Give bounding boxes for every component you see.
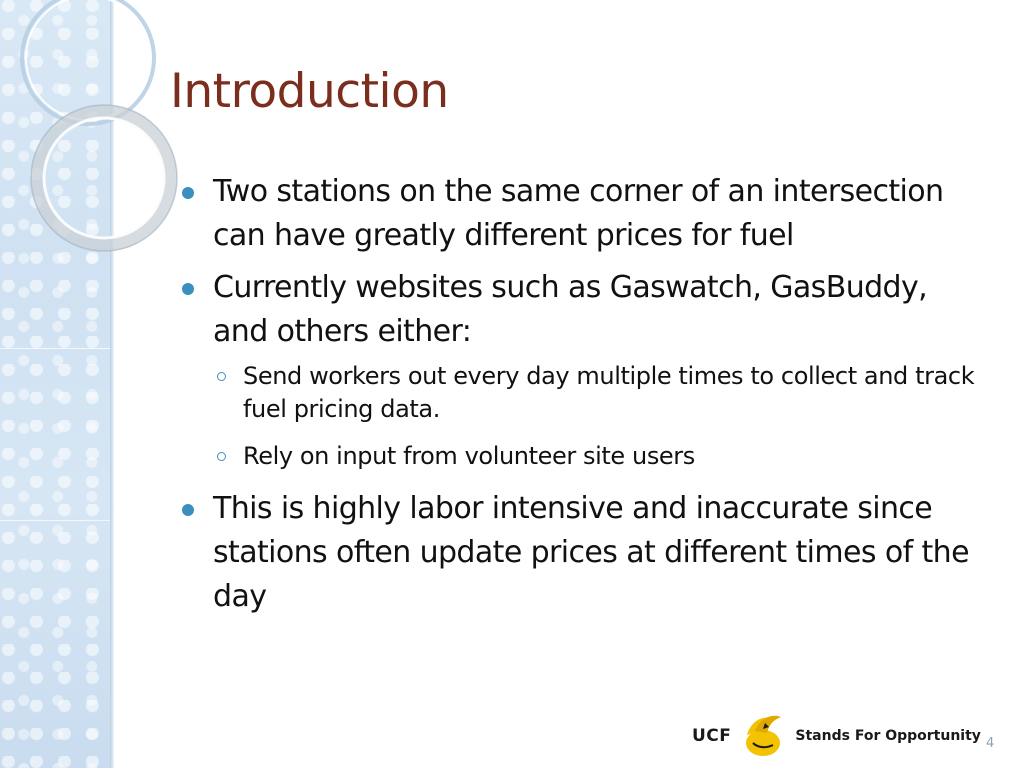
bullet-dot-icon: [182, 283, 194, 295]
sub-bullet-item: [213, 440, 982, 473]
ring-bullet-icon: [217, 452, 226, 461]
slide-content: [182, 170, 982, 627]
bullet-text: This is highly labor intensive and inaccurate since stations often update prices at different times of the day: [213, 491, 969, 614]
sub-bullet-list: [213, 360, 982, 473]
band-divider: [0, 348, 112, 349]
bullet-text: Two stations on the same corner of an intersection can have greatly different prices for fuel: [213, 174, 944, 253]
pegasus-icon: [741, 713, 785, 759]
sub-bullet-text: Send workers out every day multiple times to collect and track fuel pricing data.: [243, 362, 975, 423]
decorative-rings: [0, 0, 200, 260]
slide-title: Introduction: [170, 64, 449, 119]
bullet-item: [182, 487, 982, 619]
ucf-logo: [692, 712, 981, 760]
tagline: Stands For Opportunity: [795, 728, 981, 744]
ring-bullet-icon: [217, 372, 226, 381]
band-divider: [0, 520, 112, 521]
bullet-dot-icon: [182, 187, 194, 199]
page-number: 4: [986, 736, 995, 751]
ucf-logo-text: UCF: [692, 726, 732, 746]
bullet-text: Currently websites such as Gaswatch, GasBuddy, and others either:: [213, 270, 928, 349]
sub-bullet-item: [213, 360, 982, 426]
bullet-item: [182, 266, 982, 354]
bullet-item: [182, 170, 982, 258]
sub-bullet-text: Rely on input from volunteer site users: [243, 442, 695, 470]
bullet-dot-icon: [182, 504, 194, 516]
